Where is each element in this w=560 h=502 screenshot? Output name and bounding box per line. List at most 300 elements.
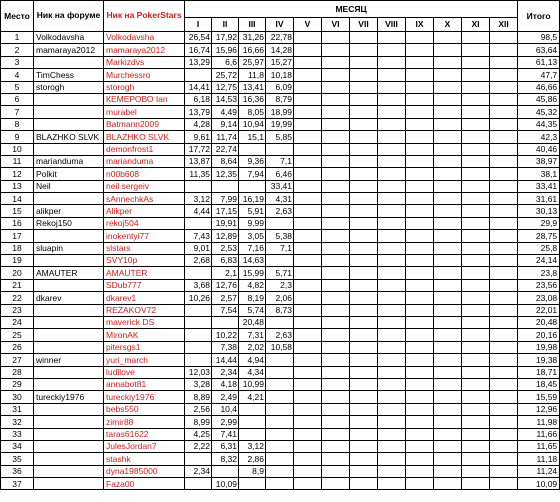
month-value-cell: 14,63 [239, 255, 266, 267]
month-value-cell: 18,99 [266, 106, 294, 118]
month-value-cell [378, 155, 406, 167]
month-value-cell: 9,36 [239, 155, 266, 167]
ps-nick-cell: murabel [104, 106, 185, 118]
month-value-cell [462, 168, 490, 180]
month-value-cell [322, 155, 350, 167]
total-cell: 98,5 [518, 32, 560, 44]
month-value-cell [490, 168, 518, 180]
month-value-cell [378, 267, 406, 279]
month-value-cell [462, 440, 490, 452]
forum-nick-cell: marianduma [34, 155, 104, 167]
month-value-cell [378, 56, 406, 68]
ps-nick-cell: annabot81 [104, 378, 185, 390]
month-value-cell [212, 465, 239, 477]
table-row [1, 465, 560, 477]
month-value-cell [294, 465, 322, 477]
total-cell: 20,48 [518, 316, 560, 328]
forum-nick-cell [34, 403, 104, 415]
place-cell: 13 [1, 180, 34, 192]
month-value-cell: 17,15 [212, 205, 239, 217]
place-cell: 17 [1, 230, 34, 242]
month-value-cell [378, 279, 406, 291]
month-value-cell: 8,19 [239, 292, 266, 304]
month-value-cell [350, 304, 378, 316]
month-value-cell: 6,46 [266, 168, 294, 180]
forum-nick-cell: TimChess [34, 69, 104, 81]
month-value-cell [462, 193, 490, 205]
total-cell: 44,35 [518, 118, 560, 130]
month-value-cell [294, 93, 322, 105]
total-cell: 22,01 [518, 304, 560, 316]
place-cell: 5 [1, 81, 34, 93]
table-row [1, 106, 560, 118]
month-value-cell [294, 217, 322, 229]
total-cell: 42,3 [518, 131, 560, 143]
forum-nick-cell [34, 279, 104, 291]
ps-nick-cell: Murchessro [104, 69, 185, 81]
month-value-cell [322, 478, 350, 490]
month-header-11: XI [462, 18, 490, 32]
month-value-cell [378, 329, 406, 341]
total-cell: 30,13 [518, 205, 560, 217]
month-value-cell [350, 230, 378, 242]
table-row [1, 255, 560, 267]
forum-nick-cell [34, 440, 104, 452]
month-value-cell [322, 205, 350, 217]
month-value-cell: 10,22 [212, 329, 239, 341]
month-value-cell [185, 354, 212, 366]
table-row [1, 391, 560, 403]
forum-nick-cell: mamaraya2012 [34, 44, 104, 56]
month-value-cell [350, 403, 378, 415]
month-value-cell [434, 465, 462, 477]
month-value-cell [434, 93, 462, 105]
month-value-cell [378, 440, 406, 452]
month-value-cell: 7,1 [266, 155, 294, 167]
month-value-cell [350, 440, 378, 452]
month-value-cell [378, 106, 406, 118]
month-value-cell [350, 44, 378, 56]
month-value-cell [322, 69, 350, 81]
month-value-cell: 9,61 [185, 131, 212, 143]
ps-nick-cell: demonfrost1 [104, 143, 185, 155]
table-row [1, 378, 560, 390]
month-value-cell [406, 69, 434, 81]
month-value-cell [294, 168, 322, 180]
month-value-cell [490, 81, 518, 93]
month-value-cell [490, 478, 518, 490]
month-value-cell [434, 143, 462, 155]
month-value-cell [294, 366, 322, 378]
month-value-cell [406, 217, 434, 229]
table-row [1, 403, 560, 415]
month-value-cell: 7,54 [212, 304, 239, 316]
month-value-cell [434, 44, 462, 56]
forum-nick-cell [34, 478, 104, 490]
month-value-cell [322, 44, 350, 56]
month-value-cell [406, 242, 434, 254]
month-value-cell [490, 440, 518, 452]
place-cell: 22 [1, 292, 34, 304]
month-value-cell [406, 168, 434, 180]
month-value-cell [322, 316, 350, 328]
place-cell: 37 [1, 478, 34, 490]
month-value-cell [378, 316, 406, 328]
month-value-cell [434, 416, 462, 428]
ps-nick-cell: tureckiy1976 [104, 391, 185, 403]
month-value-cell [378, 341, 406, 353]
place-cell: 9 [1, 131, 34, 143]
month-header-12: XII [490, 18, 518, 32]
month-value-cell [462, 69, 490, 81]
month-value-cell [378, 193, 406, 205]
month-value-cell [239, 478, 266, 490]
month-value-cell: 16,66 [239, 44, 266, 56]
forum-nick-cell: Volkodavsha [34, 32, 104, 44]
month-value-cell [322, 118, 350, 130]
table-row [1, 44, 560, 56]
forum-nick-cell [34, 341, 104, 353]
month-value-cell: 2,99 [212, 416, 239, 428]
table-row [1, 155, 560, 167]
month-value-cell: 7,99 [212, 193, 239, 205]
table-row [1, 81, 560, 93]
ps-nick-cell: marianduma [104, 155, 185, 167]
ps-nick-cell: mamaraya2012 [104, 44, 185, 56]
table-row [1, 279, 560, 291]
month-value-cell: 26,54 [185, 32, 212, 44]
total-cell: 31,61 [518, 193, 560, 205]
month-value-cell [294, 81, 322, 93]
month-value-cell [406, 255, 434, 267]
table-row [1, 93, 560, 105]
month-value-cell [406, 32, 434, 44]
month-value-cell [350, 180, 378, 192]
month-header-10: X [434, 18, 462, 32]
month-value-cell [322, 32, 350, 44]
month-value-cell: 7,1 [266, 242, 294, 254]
month-value-cell [490, 354, 518, 366]
ps-nick-cell: neil sergeiv [104, 180, 185, 192]
month-value-cell [266, 428, 294, 440]
month-value-cell [462, 354, 490, 366]
month-value-cell [185, 180, 212, 192]
month-value-cell: 20,48 [239, 316, 266, 328]
ps-nick-cell: AMAUTER [104, 267, 185, 279]
month-value-cell [434, 205, 462, 217]
ps-nick-cell: stashk [104, 453, 185, 465]
place-cell: 3 [1, 56, 34, 68]
month-value-cell [462, 217, 490, 229]
total-cell: 63,64 [518, 44, 560, 56]
month-value-cell: 5,85 [266, 131, 294, 143]
place-cell: 25 [1, 329, 34, 341]
month-value-cell [294, 242, 322, 254]
month-value-cell: 7,31 [239, 329, 266, 341]
place-cell: 20 [1, 267, 34, 279]
month-value-cell [406, 193, 434, 205]
month-value-cell [350, 155, 378, 167]
month-value-cell: 6,09 [266, 81, 294, 93]
total-cell: 11,65 [518, 440, 560, 452]
month-value-cell [294, 403, 322, 415]
month-value-cell [434, 69, 462, 81]
month-value-cell [378, 354, 406, 366]
month-value-cell [185, 341, 212, 353]
month-value-cell [322, 242, 350, 254]
total-cell: 10,09 [518, 478, 560, 490]
place-cell: 15 [1, 205, 34, 217]
month-value-cell: 6,6 [212, 56, 239, 68]
table-row [1, 316, 560, 328]
month-value-cell [322, 341, 350, 353]
month-value-cell [462, 255, 490, 267]
month-value-cell [322, 453, 350, 465]
month-value-cell [266, 403, 294, 415]
month-value-cell [322, 391, 350, 403]
month-value-cell: 8,99 [185, 416, 212, 428]
month-value-cell [490, 378, 518, 390]
month-value-cell: 2,49 [212, 391, 239, 403]
table-row [1, 168, 560, 180]
month-value-cell: 10,09 [212, 478, 239, 490]
month-value-cell: 8,89 [185, 391, 212, 403]
month-value-cell [490, 193, 518, 205]
month-value-cell [350, 391, 378, 403]
forum-nick-cell: AMAUTER [34, 267, 104, 279]
place-cell: 32 [1, 416, 34, 428]
table-row [1, 143, 560, 155]
month-value-cell [462, 56, 490, 68]
month-value-cell [406, 341, 434, 353]
month-value-cell [490, 465, 518, 477]
table-row [1, 366, 560, 378]
table-row [1, 416, 560, 428]
month-value-cell [434, 478, 462, 490]
month-value-cell [462, 93, 490, 105]
ps-nick-cell: storogh [104, 81, 185, 93]
month-value-cell: 2,68 [185, 255, 212, 267]
month-value-cell [266, 453, 294, 465]
month-value-cell: 17,92 [212, 32, 239, 44]
month-value-cell [350, 32, 378, 44]
table-row [1, 453, 560, 465]
month-value-cell [350, 279, 378, 291]
ps-nick-cell: rekoj504 [104, 217, 185, 229]
month-value-cell [490, 428, 518, 440]
month-value-cell: 12,35 [212, 168, 239, 180]
table-row [1, 118, 560, 130]
month-value-cell [294, 453, 322, 465]
month-value-cell [294, 428, 322, 440]
month-value-cell [490, 56, 518, 68]
month-value-cell [266, 465, 294, 477]
forum-nick-cell [34, 93, 104, 105]
month-value-cell [294, 329, 322, 341]
month-value-cell [462, 316, 490, 328]
ps-nick-cell: SVY10p [104, 255, 185, 267]
month-value-cell: 3,05 [239, 230, 266, 242]
month-value-cell [378, 44, 406, 56]
month-value-cell [322, 106, 350, 118]
month-value-cell [406, 81, 434, 93]
month-value-cell [462, 32, 490, 44]
month-value-cell: 11,35 [185, 168, 212, 180]
month-value-cell [462, 205, 490, 217]
forum-nick-cell [34, 329, 104, 341]
month-value-cell [350, 143, 378, 155]
place-cell: 33 [1, 428, 34, 440]
total-cell: 11,24 [518, 465, 560, 477]
month-value-cell [406, 478, 434, 490]
month-value-cell [490, 131, 518, 143]
month-value-cell [462, 81, 490, 93]
place-cell: 12 [1, 168, 34, 180]
month-value-cell [322, 304, 350, 316]
month-header-1: I [185, 18, 212, 32]
month-value-cell [294, 44, 322, 56]
month-value-cell [462, 118, 490, 130]
month-value-cell [294, 341, 322, 353]
month-value-cell [462, 180, 490, 192]
month-value-cell [406, 155, 434, 167]
month-value-cell: 3,28 [185, 378, 212, 390]
month-value-cell [490, 217, 518, 229]
ps-nick-cell: yuri_march [104, 354, 185, 366]
month-value-cell [378, 143, 406, 155]
forum-nick-cell [34, 416, 104, 428]
month-value-cell: 10,94 [239, 118, 266, 130]
month-value-cell [322, 168, 350, 180]
month-value-cell [294, 56, 322, 68]
month-value-cell [462, 453, 490, 465]
month-header-6: VI [322, 18, 350, 32]
ps-nick-cell: Faza00 [104, 478, 185, 490]
month-value-cell [462, 428, 490, 440]
table-row [1, 32, 560, 44]
month-value-cell: 14,53 [212, 93, 239, 105]
month-value-cell [378, 118, 406, 130]
ps-nick-cell: КЕМЕРОВО Ian [104, 93, 185, 105]
place-cell: 24 [1, 316, 34, 328]
ps-nick-header [104, 1, 185, 32]
month-value-cell [406, 354, 434, 366]
forum-nick-cell: Polkit [34, 168, 104, 180]
month-value-cell [322, 354, 350, 366]
total-cell: 45,32 [518, 106, 560, 118]
month-value-cell [350, 131, 378, 143]
month-value-cell [378, 366, 406, 378]
month-value-cell: 4,82 [239, 279, 266, 291]
month-value-cell [490, 391, 518, 403]
month-value-cell: 7,41 [212, 428, 239, 440]
month-value-cell: 4,25 [185, 428, 212, 440]
total-cell: 29,9 [518, 217, 560, 229]
month-value-cell: 8,64 [212, 155, 239, 167]
month-value-cell [350, 378, 378, 390]
ps-nick-cell: slstars [104, 242, 185, 254]
place-cell: 34 [1, 440, 34, 452]
month-value-cell [462, 242, 490, 254]
month-value-cell [294, 292, 322, 304]
month-value-cell [322, 217, 350, 229]
total-header: Итого [518, 1, 560, 32]
month-value-cell [239, 143, 266, 155]
place-cell: 18 [1, 242, 34, 254]
month-value-cell [322, 193, 350, 205]
month-value-cell [294, 304, 322, 316]
month-value-cell [490, 230, 518, 242]
month-value-cell: 7,94 [239, 168, 266, 180]
month-value-cell [294, 205, 322, 217]
month-value-cell [266, 143, 294, 155]
forum-nick-cell [34, 56, 104, 68]
month-value-cell [266, 440, 294, 452]
month-value-cell [239, 428, 266, 440]
month-value-cell [294, 279, 322, 291]
month-value-cell [294, 378, 322, 390]
month-value-cell: 4,94 [239, 354, 266, 366]
ps-nick-cell: bebs550 [104, 403, 185, 415]
month-value-cell [350, 453, 378, 465]
month-value-cell [266, 391, 294, 403]
month-value-cell: 8,32 [212, 453, 239, 465]
month-value-cell [322, 56, 350, 68]
total-cell: 61,13 [518, 56, 560, 68]
month-value-cell [406, 391, 434, 403]
month-header-9: IX [406, 18, 434, 32]
month-value-cell [350, 366, 378, 378]
month-value-cell [490, 366, 518, 378]
month-value-cell: 2,34 [185, 465, 212, 477]
place-cell: 29 [1, 378, 34, 390]
month-value-cell [294, 32, 322, 44]
table-row [1, 193, 560, 205]
month-value-cell [294, 391, 322, 403]
month-value-cell [266, 217, 294, 229]
ps-nick-cell: dkarev1 [104, 292, 185, 304]
month-value-cell: 8,05 [239, 106, 266, 118]
place-cell: 8 [1, 118, 34, 130]
month-value-cell [294, 180, 322, 192]
month-value-cell [462, 106, 490, 118]
month-value-cell [294, 267, 322, 279]
month-value-cell: 5,38 [266, 230, 294, 242]
month-value-cell [462, 230, 490, 242]
month-value-cell [378, 69, 406, 81]
month-value-cell [185, 316, 212, 328]
month-value-cell [434, 316, 462, 328]
month-value-cell [490, 44, 518, 56]
month-value-cell: 8,73 [266, 304, 294, 316]
forum-nick-cell: winner [34, 354, 104, 366]
month-value-cell [462, 304, 490, 316]
month-value-cell [266, 255, 294, 267]
month-value-cell: 22,74 [212, 143, 239, 155]
ps-nick-cell: MironAK [104, 329, 185, 341]
month-value-cell [434, 242, 462, 254]
ps-nick-cell: REZAKOV72 [104, 304, 185, 316]
month-value-cell [322, 428, 350, 440]
forum-nick-cell: alikper [34, 205, 104, 217]
month-value-cell [490, 304, 518, 316]
month-value-cell [350, 428, 378, 440]
month-value-cell [434, 267, 462, 279]
month-value-cell [185, 453, 212, 465]
ps-nick-cell: BLAZHKO SLVK [104, 131, 185, 143]
month-value-cell [378, 205, 406, 217]
month-value-cell [462, 391, 490, 403]
